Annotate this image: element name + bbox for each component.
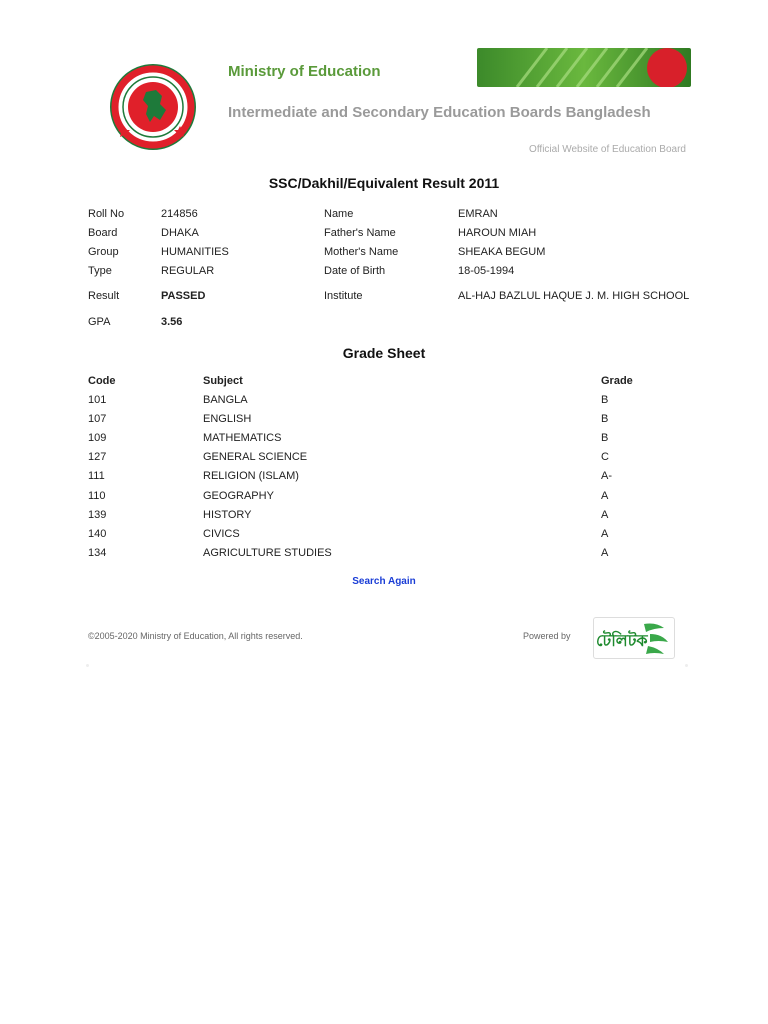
code-cell: 140 bbox=[88, 527, 107, 540]
info-row bbox=[88, 261, 692, 280]
table-row bbox=[88, 505, 692, 524]
board-value: DHAKA bbox=[161, 226, 199, 239]
table-row bbox=[88, 448, 692, 467]
mother-label: Mother's Name bbox=[324, 245, 399, 258]
result-value: PASSED bbox=[161, 289, 206, 302]
table-row bbox=[88, 409, 692, 428]
grade-cell: B bbox=[601, 431, 609, 444]
subject-cell: HISTORY bbox=[203, 508, 252, 521]
mother-value: SHEAKA BEGUM bbox=[458, 245, 546, 258]
roll-value: 214856 bbox=[161, 207, 198, 220]
powered-by-text: Powered by bbox=[523, 631, 571, 641]
grade-sheet-table bbox=[88, 371, 692, 563]
code-cell: 134 bbox=[88, 547, 107, 560]
table-row bbox=[88, 390, 692, 409]
boards-title: Intermediate and Secondary Education Boards Bangladesh bbox=[228, 104, 651, 121]
table-row bbox=[88, 428, 692, 447]
grade-sheet-title: Grade Sheet bbox=[342, 345, 426, 361]
table-row bbox=[88, 524, 692, 543]
subject-cell: MATHEMATICS bbox=[203, 431, 282, 444]
name-value: EMRAN bbox=[458, 207, 498, 220]
code-cell: 101 bbox=[88, 393, 107, 406]
subject-cell: GEOGRAPHY bbox=[203, 489, 274, 502]
father-value: HAROUN MIAH bbox=[458, 226, 537, 239]
official-website-note: Official Website of Education Board bbox=[529, 144, 686, 155]
institute-label: Institute bbox=[324, 289, 363, 302]
code-cell: 109 bbox=[88, 431, 107, 444]
grade-cell: A bbox=[601, 527, 609, 540]
code-cell: 111 bbox=[88, 470, 105, 483]
type-label: Type bbox=[88, 264, 112, 277]
info-row bbox=[88, 280, 692, 311]
info-row bbox=[88, 223, 692, 242]
table-row bbox=[88, 486, 692, 505]
type-value: REGULAR bbox=[161, 264, 215, 277]
teletalk-logo-text: টেলিটক bbox=[596, 631, 648, 650]
subject-cell: GENERAL SCIENCE bbox=[203, 451, 308, 464]
page-header bbox=[88, 48, 692, 158]
roll-label: Roll No bbox=[88, 207, 125, 220]
grade-cell: A bbox=[601, 489, 609, 502]
group-value: HUMANITIES bbox=[161, 245, 229, 258]
divider-dot bbox=[685, 664, 688, 667]
subject-cell: AGRICULTURE STUDIES bbox=[203, 547, 332, 560]
table-row bbox=[88, 467, 692, 486]
code-cell: 139 bbox=[88, 508, 107, 521]
grade-cell: C bbox=[601, 451, 609, 464]
divider-dot bbox=[86, 664, 89, 667]
dob-value: 18-05-1994 bbox=[458, 264, 515, 277]
group-label: Group bbox=[88, 245, 119, 258]
code-header: Code bbox=[88, 374, 116, 387]
subject-cell: RELIGION (ISLAM) bbox=[203, 470, 299, 483]
board-label: Board bbox=[88, 226, 118, 239]
bangladesh-government-seal-icon bbox=[110, 64, 196, 150]
search-again-link[interactable]: Search Again bbox=[352, 576, 416, 587]
gpa-label: GPA bbox=[88, 315, 111, 328]
subject-cell: BANGLA bbox=[203, 393, 248, 406]
code-cell: 110 bbox=[88, 489, 106, 502]
info-row bbox=[88, 311, 692, 332]
copyright-text: ©2005-2020 Ministry of Education, All rights reserved. bbox=[88, 631, 303, 641]
code-cell: 127 bbox=[88, 451, 107, 464]
info-row bbox=[88, 204, 692, 223]
ministry-title: Ministry of Education bbox=[228, 63, 381, 80]
father-label: Father's Name bbox=[324, 226, 396, 239]
result-title: SSC/Dakhil/Equivalent Result 2011 bbox=[268, 175, 500, 191]
grade-cell: A- bbox=[601, 470, 612, 483]
info-row bbox=[88, 242, 692, 261]
institute-value: AL-HAJ BAZLUL HAQUE J. M. HIGH SCHOOL bbox=[458, 289, 690, 302]
green-banner-image bbox=[477, 48, 691, 87]
name-label: Name bbox=[324, 207, 354, 220]
grade-cell: A bbox=[601, 508, 609, 521]
grade-cell: B bbox=[601, 412, 609, 425]
subject-cell: ENGLISH bbox=[203, 412, 252, 425]
teletalk-logo-icon[interactable] bbox=[593, 617, 675, 659]
grade-cell: A bbox=[601, 547, 609, 560]
grade-cell: B bbox=[601, 393, 609, 406]
table-row bbox=[88, 544, 692, 563]
gpa-value: 3.56 bbox=[161, 315, 183, 328]
code-cell: 107 bbox=[88, 412, 107, 425]
subject-cell: CIVICS bbox=[203, 527, 240, 540]
grade-header-row bbox=[88, 371, 692, 390]
grade-header: Grade bbox=[601, 374, 633, 387]
student-info-table bbox=[88, 204, 692, 332]
subject-header: Subject bbox=[203, 374, 243, 387]
dob-label: Date of Birth bbox=[324, 264, 386, 277]
result-label: Result bbox=[88, 289, 120, 302]
